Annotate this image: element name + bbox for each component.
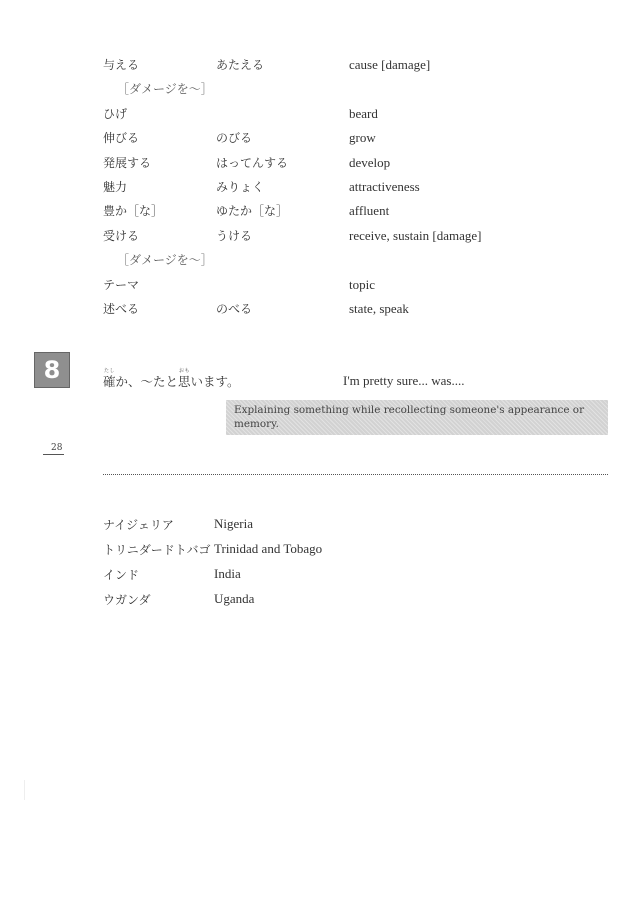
vocab-kanji: 発展する xyxy=(103,155,152,170)
vocab-kana: のべる xyxy=(216,301,253,316)
lesson-number-badge xyxy=(34,352,70,388)
pattern-middle: か、～たと xyxy=(115,374,179,389)
country-japanese: ナイジェリア xyxy=(103,518,174,532)
vocab-note: ［ダメージを～］ xyxy=(117,253,213,268)
country-english: Uganda xyxy=(214,591,255,606)
explanation-box: Explaining something while recollecting someone's appearance or memory. xyxy=(226,400,608,435)
vocab-row xyxy=(103,180,563,204)
country-japanese: ウガンダ xyxy=(103,593,151,607)
vocab-row xyxy=(103,156,563,180)
scan-margin-mark xyxy=(24,780,25,800)
pattern-tail: います。 xyxy=(190,374,240,389)
vocab-kana: みりょく xyxy=(216,179,265,194)
country-english: Nigeria xyxy=(214,516,253,531)
vocab-kanji: 伸びる xyxy=(103,131,140,146)
vocab-row xyxy=(103,82,563,106)
pattern-japanese xyxy=(103,368,240,390)
vocab-row xyxy=(103,204,563,228)
vocab-row xyxy=(103,253,563,277)
country-japanese: インド xyxy=(103,568,140,582)
vocab-kana: うける xyxy=(216,228,253,243)
vocab-row xyxy=(103,229,563,253)
dotted-divider xyxy=(103,474,608,475)
vocab-row xyxy=(103,58,563,82)
vocab-row xyxy=(103,278,563,302)
vocab-kanji: 与える xyxy=(103,58,140,72)
vocab-kanji: 豊か［な］ xyxy=(103,204,164,219)
vocab-english: cause [damage] xyxy=(349,57,431,72)
vocab-english: topic xyxy=(349,276,375,292)
page-number: 28 xyxy=(43,443,64,455)
vocab-kanji: ひげ xyxy=(103,106,128,121)
vocab-row xyxy=(103,131,563,155)
vocab-kanji: 受ける xyxy=(103,228,140,243)
vocab-english: state, speak xyxy=(349,300,409,316)
vocab-english: receive, sustain [damage] xyxy=(349,227,482,243)
vocab-english: attractiveness xyxy=(349,178,420,194)
vocab-row xyxy=(103,302,563,326)
ruby-kanji: おも 思 xyxy=(178,368,191,389)
lesson-number: 8 xyxy=(43,356,61,384)
vocab-kana: はってんする xyxy=(216,155,289,170)
vocab-kanji: テーマ xyxy=(103,277,140,292)
vocab-kanji: 述べる xyxy=(103,301,140,316)
vocabulary-list xyxy=(103,58,563,326)
furigana: おも xyxy=(179,368,191,374)
vocab-note: ［ダメージを～］ xyxy=(117,82,213,97)
vocab-kana: のびる xyxy=(216,131,253,146)
vocab-row xyxy=(103,107,563,131)
vocab-kanji: 魅力 xyxy=(103,179,128,194)
vocab-kana: あたえる xyxy=(216,58,265,72)
vocab-english: develop xyxy=(349,154,391,170)
vocab-english: affluent xyxy=(349,203,390,219)
country-english: Trinidad and Tobago xyxy=(214,541,323,556)
country-english: India xyxy=(214,566,241,581)
furigana: たし xyxy=(104,368,116,374)
ruby-kanji: たし 確 xyxy=(103,368,116,389)
vocab-english: beard xyxy=(349,105,378,121)
vocab-english: grow xyxy=(349,130,376,146)
pattern-english: I'm pretty sure... was.... xyxy=(343,373,465,388)
vocab-kana: ゆたか［な］ xyxy=(216,204,289,219)
country-japanese: トリニダードトバゴ xyxy=(103,543,211,557)
